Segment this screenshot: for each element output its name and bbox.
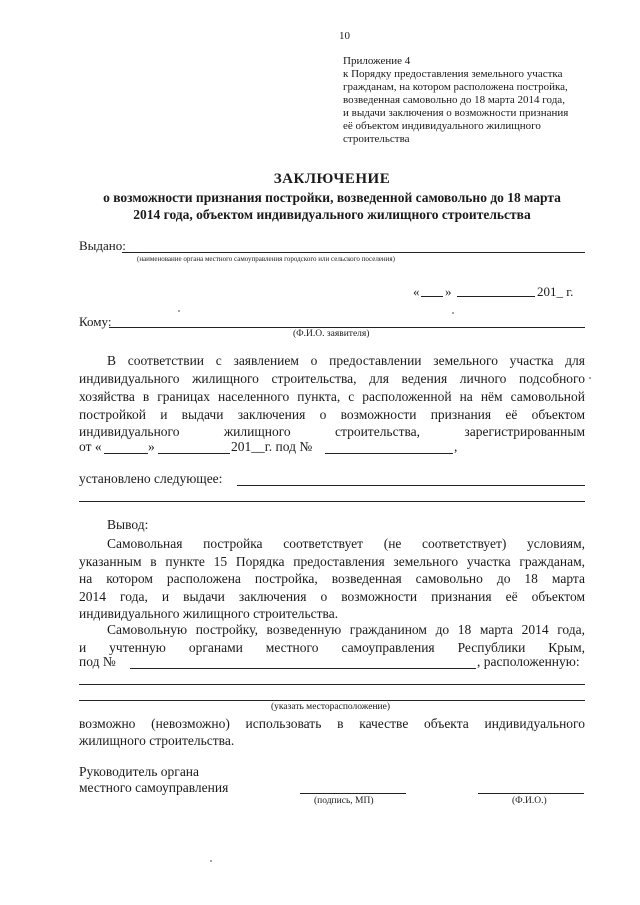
paragraph-line: хозяйства в границах населенного пункта, с расположенной на нём самовольной: [79, 389, 585, 404]
signatory-role: Руководитель органа: [79, 764, 200, 779]
appendix-line: гражданам, на котором расположена постройка,: [343, 81, 568, 93]
paragraph-line: постройкой и выдачи заключения о возможности признания её объектом: [79, 407, 585, 422]
appendix-line: строительства: [343, 133, 410, 145]
conclusion-final-line: жилищного строительства.: [79, 733, 235, 748]
established-label: установлено следующее:: [79, 471, 223, 486]
reg-year-number: 201__г. под №: [231, 439, 313, 454]
appendix-line: её объектом индивидуального жилищного: [343, 120, 541, 132]
scan-speck: [178, 310, 180, 312]
under-number-line: [130, 668, 476, 669]
conclusion-line: 2014 года, и выдачи заключения о возможности признания её объектом: [79, 589, 585, 604]
to-label: Кому:: [79, 314, 112, 329]
signatory-role: местного самоуправления: [79, 780, 229, 795]
appendix-line: Приложение 4: [343, 55, 411, 67]
issued-day-line: [421, 296, 443, 297]
established-line: [237, 485, 585, 486]
conclusion-line: Самовольную постройку, возведенную гражданином до 18 марта 2014 года,: [107, 622, 585, 637]
issued-date-open: «: [413, 284, 420, 299]
page-number: 10: [339, 30, 350, 42]
reg-number-line: [325, 453, 453, 454]
document-subtitle-line: 2014 года, объектом индивидуального жилищного строительства: [133, 207, 531, 222]
conclusion-line: индивидуального жилищного строительства.: [79, 606, 339, 621]
scan-speck: [452, 312, 454, 314]
name-line: [478, 793, 584, 794]
location-line: [79, 700, 585, 701]
location-line: [79, 684, 585, 685]
appendix-line: и выдачи заключения о возможности признания: [343, 107, 569, 119]
appendix-line: к Порядку предоставления земельного участка: [343, 68, 563, 80]
document-subtitle-line: о возможности признания постройки, возведенной самовольно до 18 марта: [103, 190, 561, 205]
signature-caption: (подпись, МП): [314, 796, 374, 806]
paragraph-line: индивидуального жилищного строительства, зарегистрированным: [79, 424, 585, 439]
paragraph-line: индивидуального жилищного строительства, для ведения личного подсобного: [79, 371, 585, 386]
reg-day-line: [104, 453, 148, 454]
under-number-label: под №: [79, 654, 116, 669]
issued-caption: (наименование органа местного самоуправления городского или сельского поселения): [137, 255, 395, 263]
conclusion-line: и учтенную органами местного самоуправления Республики Крым,: [79, 640, 585, 655]
located-label: , расположенную:: [477, 654, 580, 669]
scan-speck: [210, 860, 212, 862]
conclusion-final-line: возможно (невозможно) использовать в качестве объекта индивидуального: [79, 716, 585, 731]
established-line: [79, 501, 585, 502]
signature-line: [300, 793, 406, 794]
scan-speck: [589, 377, 591, 379]
to-field-line: [109, 327, 585, 328]
appendix-note: [343, 55, 613, 146]
reg-date-prefix: от «: [79, 439, 102, 454]
issued-label: Выдано:: [79, 238, 126, 253]
conclusion-line: Самовольная постройка соответствует (не соответствует) условиям,: [107, 536, 585, 551]
reg-date-end: ,: [454, 439, 458, 454]
reg-date-mid: »: [148, 439, 155, 454]
document-title: ЗАКЛЮЧЕНИЕ: [273, 171, 391, 187]
to-caption: (Ф.И.О. заявителя): [293, 329, 370, 339]
conclusion-line: на котором расположена постройка, возведенная самовольно до 18 марта: [79, 571, 585, 586]
reg-month-line: [158, 453, 230, 454]
location-caption: (указать месторасположение): [271, 702, 390, 712]
conclusion-line: указанным в пункте 15 Порядка предоставления земельного участка гражданам,: [79, 554, 585, 569]
appendix-line: возведенная самовольно до 18 марта 2014 года,: [343, 94, 565, 106]
issued-field-line: [122, 252, 585, 253]
issued-month-line: [457, 296, 535, 297]
conclusion-heading: Вывод:: [107, 517, 149, 532]
issued-year: 201_ г.: [537, 284, 574, 299]
name-caption: (Ф.И.О.): [512, 796, 547, 806]
issued-date-close: »: [445, 284, 452, 299]
paragraph-line: В соответствии с заявлением о предоставлении земельного участка для: [107, 353, 585, 368]
